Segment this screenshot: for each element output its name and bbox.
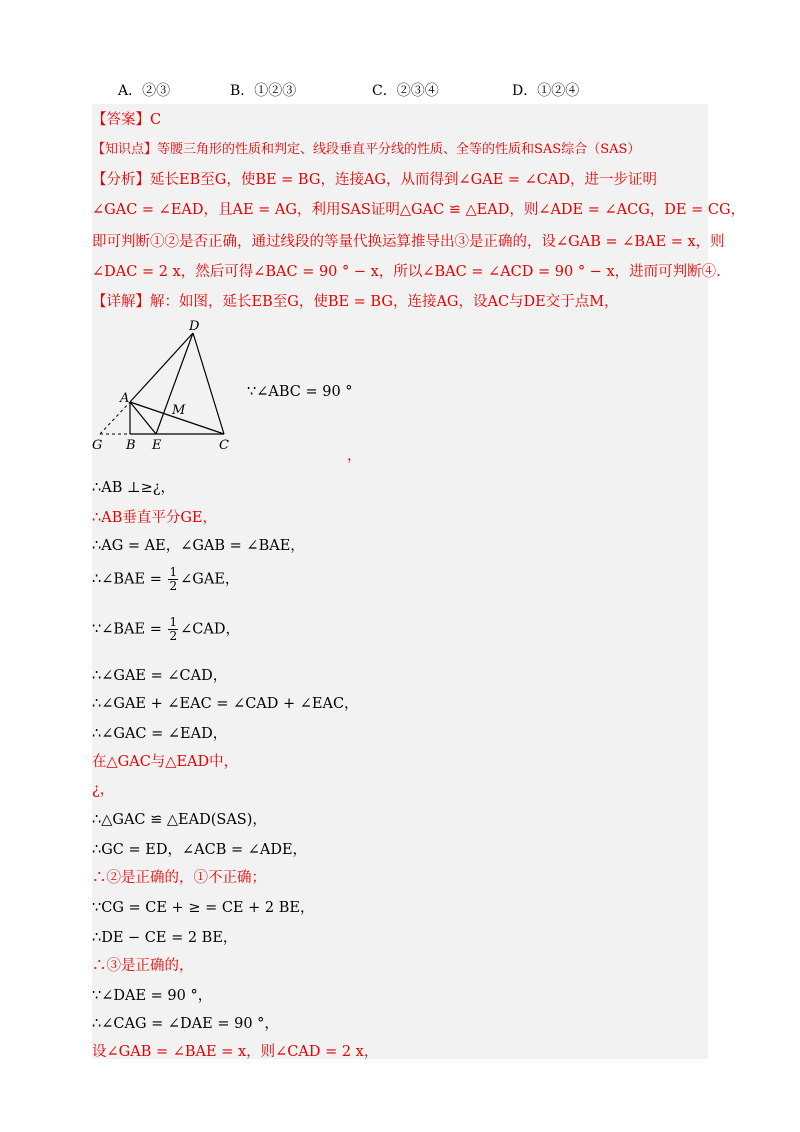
- step-11: ∴△GAC ≌ △EAD(SAS)，: [92, 812, 267, 828]
- line-ad: [130, 333, 193, 402]
- step-12: ∴GC = ED，∠ACB = ∠ADE，: [92, 842, 308, 858]
- choice-d: D．①②④: [512, 83, 580, 99]
- fraction-half: $\frac{1}{2}$: [169, 615, 178, 643]
- step-6: ∴∠GAE = ∠CAD，: [92, 668, 228, 684]
- stray-comma: ，: [347, 448, 362, 464]
- step-5: ∵∠BAE = $\frac{1}{2}$ ∠CAD，: [92, 615, 240, 643]
- label-c: C: [219, 438, 229, 453]
- label-d: D: [189, 319, 200, 334]
- solution-panel: [92, 104, 746, 1060]
- label-a: A: [120, 391, 130, 406]
- analysis-line-2: ∠GAC = ∠EAD，且AE = AG，利用SAS证明△GAC ≌ △EAD，则∠ADE = ∠ACG，DE = CG，: [92, 202, 746, 218]
- line-de: [156, 333, 193, 434]
- step-1: ∴AB ⊥≥¿，: [92, 480, 176, 496]
- step-16: ∴③是正确的，: [92, 958, 194, 974]
- step-13: ∴②是正确的，①不正确；: [92, 870, 266, 886]
- analysis-line-1: 【分析】延长EB至G，使BE = BG，连接AG，从而得到∠GAE = ∠CAD，进一步证明: [92, 172, 657, 188]
- analysis-tag: 【分析】: [92, 172, 150, 188]
- choice-b: B．①②③: [230, 83, 297, 99]
- answer-line: [92, 108, 161, 129]
- step-9: 在△GAC与△EAD中，: [92, 754, 239, 770]
- analysis-line-3: 即可判断①②是否正确，通过线段的等量代换运算推导出③是正确的，设∠GAB = ∠BAE = x，则: [92, 234, 725, 250]
- answer-tag: 【答案】: [92, 112, 150, 128]
- step-17: ∵∠DAE = 90 °，: [92, 988, 213, 1004]
- step-8: ∴∠GAC = ∠EAD，: [92, 726, 228, 742]
- answer-value: C: [150, 112, 162, 128]
- label-g: G: [92, 438, 103, 453]
- fraction-half: $\frac{1}{2}$: [169, 565, 178, 593]
- line-ga: [100, 402, 130, 434]
- detail-tag: 【详解】: [92, 294, 150, 310]
- step-3: ∴AG = AE，∠GAB = ∠BAE，: [92, 538, 305, 554]
- answer-choices: [0, 76, 800, 100]
- knowledge-tag: 【知识点】: [92, 142, 158, 157]
- knowledge-line: [92, 138, 640, 157]
- step-19: 设∠GAB = ∠BAE = x，则∠CAD = 2 x，: [92, 1044, 379, 1060]
- choice-c: C．②③④: [372, 83, 439, 99]
- analysis-line-4: ∠DAC = 2 x，然后可得∠BAC = 90 ° − x，所以∠BAC = ∠ACD = 90 ° − x，进而可判断④.: [92, 264, 721, 280]
- detail-text: 解：如图，延长EB至G，使BE = BG，连接AG，设AC与DE交于点M，: [150, 294, 619, 310]
- step-14: ∵CG = CE + ≥ = CE + 2 BE，: [92, 900, 315, 916]
- given-right-angle: ∵∠ABC = 90 °: [247, 384, 353, 400]
- step-10: ¿，: [92, 782, 115, 798]
- knowledge-text: 等腰三角形的性质和判定、线段垂直平分线的性质、全等的性质和SAS综合（SAS）: [157, 142, 641, 157]
- step-2: ∴AB垂直平分GE，: [92, 510, 218, 526]
- label-e: E: [152, 438, 162, 453]
- line-dc: [193, 333, 224, 434]
- step-15: ∴DE − CE = 2 BE，: [92, 930, 238, 946]
- step-18: ∴∠CAG = ∠DAE = 90 °，: [92, 1016, 279, 1032]
- choice-a: A．②③: [118, 83, 171, 99]
- label-b: B: [126, 438, 136, 453]
- label-m: M: [172, 403, 186, 418]
- step-7: ∴∠GAE + ∠EAC = ∠CAD + ∠EAC，: [92, 696, 359, 712]
- detail-line: [92, 290, 619, 311]
- step-4: ∴∠BAE = $\frac{1}{2}$ ∠GAE，: [92, 565, 240, 593]
